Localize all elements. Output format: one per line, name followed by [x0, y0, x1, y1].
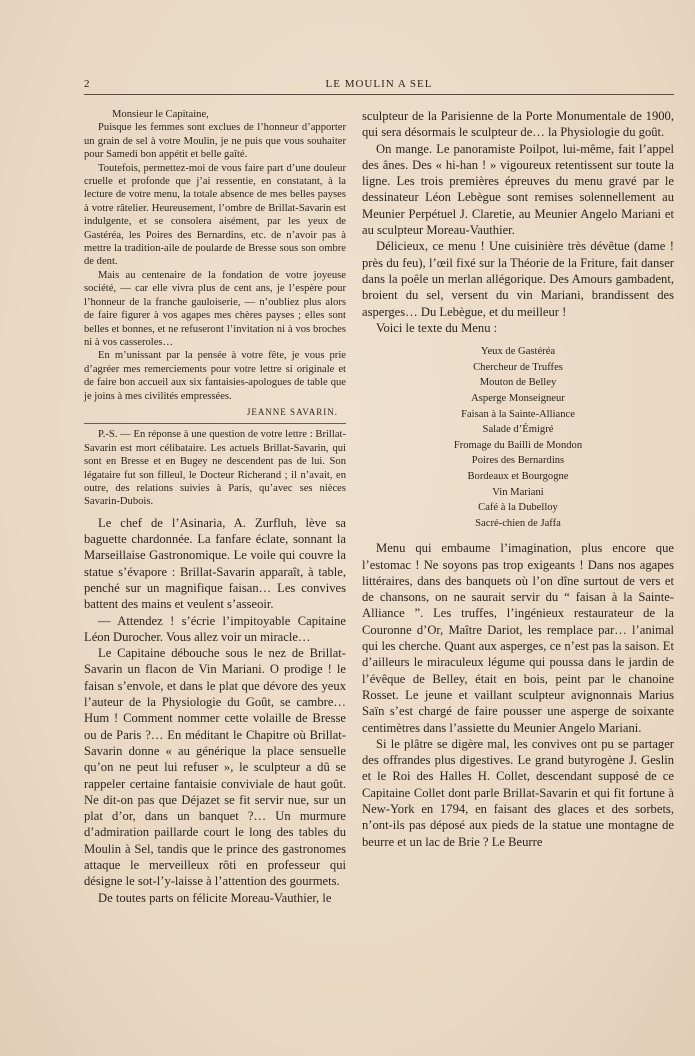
letter-paragraph: En m’unissant par la pensée à votre fête, je vous prie d’agréer mes remerciements pour votre lettre si originale et de faire bon accueil aux six fantaisies-apologues de table que je joins à mes civilités empressées.	[84, 350, 346, 402]
body-paragraph: Si le plâtre se digère mal, les convives ont pu se partager des offrandes plus digestives. Le grand butyrogène J. Geslin et le Roi des Halles H. Collet, descendant supposé de ce Capitaine Collet dont parle Brillat-Savarin et qui fit fortune à New-York en 1794, en faisant des glaces et des sorbets, n’ont-ils pas déposé aux pieds de la statue une montagne de beurre et un lac de Brie ? Le Beurre	[362, 736, 674, 849]
letter-signature: JEANNE SAVARIN.	[246, 406, 338, 417]
menu-item: Sacré-chien de Jaffa	[475, 517, 561, 529]
menu-item: Chercheur de Truffes	[473, 361, 563, 373]
menu-item: Vin Mariani	[492, 486, 544, 498]
body-paragraph: Le Capitaine débouche sous le nez de Brillat-Savarin un flacon de Vin Mariani. O prodige ! le faisan s’envole, et dans le plat que dévore des yeux l’auteur de la Physiologie du Goût, se cambre… Hum ! Comment nommer cette volaille de Bresse ou de Paris ?… En méditant le Chapitre où Brillat-Savarin donne « au générique la place sensuelle qu’on ne peut lui refuser », le sculpteur a dû se rappeler certaine fantaisie conviviale de haut goût. Ne dit-on pas que Déjazet se fit servir nue, sur un plat d’or, dans un banquet ?… Un murmure d’admiration paillarde court le long des tables du Moulin à Sel, tandis que le prince des gastronomes attaque le merveilleux rôti en professeur qui désigne le sot-l’y-laisse à l’attention des gourmets.	[84, 646, 346, 889]
menu-item: Fromage du Bailli de Mondon	[453, 439, 583, 451]
body-paragraph: sculpteur de la Parisienne de la Porte Monumentale de 1900, qui sera désormais le sculpteur de… la Physiologie du goût.	[362, 109, 674, 140]
letter-paragraph: Puisque les femmes sont exclues de l’honneur d’apporter un grain de sel à votre Moulin, je ne puis que vous souhaiter pour Samedi bon appétit et belle gaîté.	[84, 122, 346, 161]
letter-salutation: Monsieur le Capitaine,	[112, 109, 209, 120]
body-paragraph: Menu qui embaume l’imagination, plus encore que l’estomac ! Ne soyons pas trop exigeants ! Dans nos agapes littéraires, dans des banquets où l’on dîne surtout de vers et de chansons, on ne saurait servir du “ faisan à la Sainte-Alliance ”. Les truffes, l’ingénieux restaurateur de la Couronne d’Or, Maître Dariot, les remplace par… l’animal qui les cherche. Quant aux asperges, ce n’est pas la saison. Et d’ailleurs le miraculeux légume qui poussa dans le jardin de l’évêque de Belley, était en bois, peint par le chanoine Rosset. Le jeune et vaillant sculpteur avignonnais Marius Saïn s’est chargé de faire pousser une asperge de soixante centimètres dans l’assiette du Meunier Angelo Mariani.	[362, 541, 674, 735]
menu-item: Bordeaux et Bourgogne	[467, 470, 569, 482]
body-paragraph: Le chef de l’Asinaria, A. Zurfluh, lève sa baguette chardonnée. La fanfare éclate, sonnant la Marseillaise Gastronomique. Le voile qui couvre la statue s’évapore : Brillat-Savarin apparaît, à table, penché sur un magnifique faisan… Les convives battent des mains et veulent s’asseoir.	[84, 515, 346, 612]
page-header	[84, 78, 674, 94]
body-paragraph: Délicieux, ce menu ! Une cuisinière très dévêtue (dame ! près du feu), l’œil fixé sur la Théorie de la Friture, fait danser dans la poêle un merlan allégorique. Des Amours gambadent, broient du sel, versent du vin Mariani, brandissent des asperges… Du Lebègue, et du meilleur !	[362, 239, 674, 319]
menu-item: Faisan à la Sainte-Alliance	[461, 408, 575, 420]
right-body-top	[362, 108, 674, 336]
right-body-bottom	[362, 540, 674, 850]
menu-item: Asperge Monseigneur	[471, 392, 565, 404]
body-paragraph: De toutes parts on félicite Moreau-Vauthier, le	[98, 890, 332, 905]
letter-paragraph: Mais au centenaire de la fondation de votre joyeuse société, — car elle vivra plus de cent ans, je l’espère pour l’honneur de la franche gauloiserie, — n’oubliez plus alors de faire figurer à vos agapes mes chères payses ; elles sont belles et bonnes, et ne refuseront l’invitation ni à vos broches ni à vos casseroles…	[84, 269, 346, 348]
page-number: 2	[84, 78, 91, 90]
body-paragraph: — Attendez ! s’écrie l’impitoyable Capitaine Léon Durocher. Vous allez voir un miracle…	[84, 613, 346, 644]
header-rule	[84, 94, 674, 95]
signature-rule	[84, 423, 346, 424]
menu-item: Salade d’Émigré	[482, 424, 554, 436]
right-column	[362, 108, 674, 850]
left-body	[84, 515, 346, 906]
banquet-menu	[362, 344, 674, 531]
postscript: P.-S. — En réponse à une question de votre lettre : Brillat-Savarin est mort célibataire. Les actuels Brillat-Savarin, qui sont en Bresse et en Bugey ne descendent pas de lui. Son légataire fut son filleul, le Docteur Richerand ; il n’avait, en outre, des relations suivies à Paris, qu’avec ses nièces Savarin-Dubois.	[84, 429, 346, 508]
menu-item: Café à la Dubelloy	[478, 502, 558, 514]
savarin-letter	[84, 108, 346, 509]
body-paragraph: On mange. Le panoramiste Poilpot, lui-même, fait l’appel des ânes. Des « hi-han ! » vigoureux retentissent sur toute la ligne. Les trois premières épreuves du menu gravé par le dessinateur Léon Lebègue sont remises solennellement au Meunier Perpétuel J. Claretie, au Meunier Angelo Mariani et au sculpteur Moreau-Vauthier.	[362, 141, 674, 238]
body-paragraph: Voici le texte du Menu :	[376, 320, 498, 335]
menu-item: Poires des Bernardins	[471, 455, 565, 467]
menu-item: Yeux de Gastéréa	[480, 346, 556, 358]
left-column	[84, 108, 346, 906]
journal-title: LE MOULIN A SEL	[325, 78, 433, 90]
menu-item: Mouton de Belley	[479, 377, 557, 389]
letter-paragraph: Toutefois, permettez-moi de vous faire part d’une douleur cruelle et profonde que j’ai ressentie, en constatant, à la lecture de votre menu, la totale absence de mes belles payses à votre râtelier. Heureusement, l’ombre de Brillat-Savarin est indulgente, et se consolera aisément, par les yeux de Gastéréa, les Poires des Bernardins, etc. de n’avoir pas à mettre la tradition-aile de poularde de Bresse sous son ombre de dent.	[84, 162, 346, 268]
